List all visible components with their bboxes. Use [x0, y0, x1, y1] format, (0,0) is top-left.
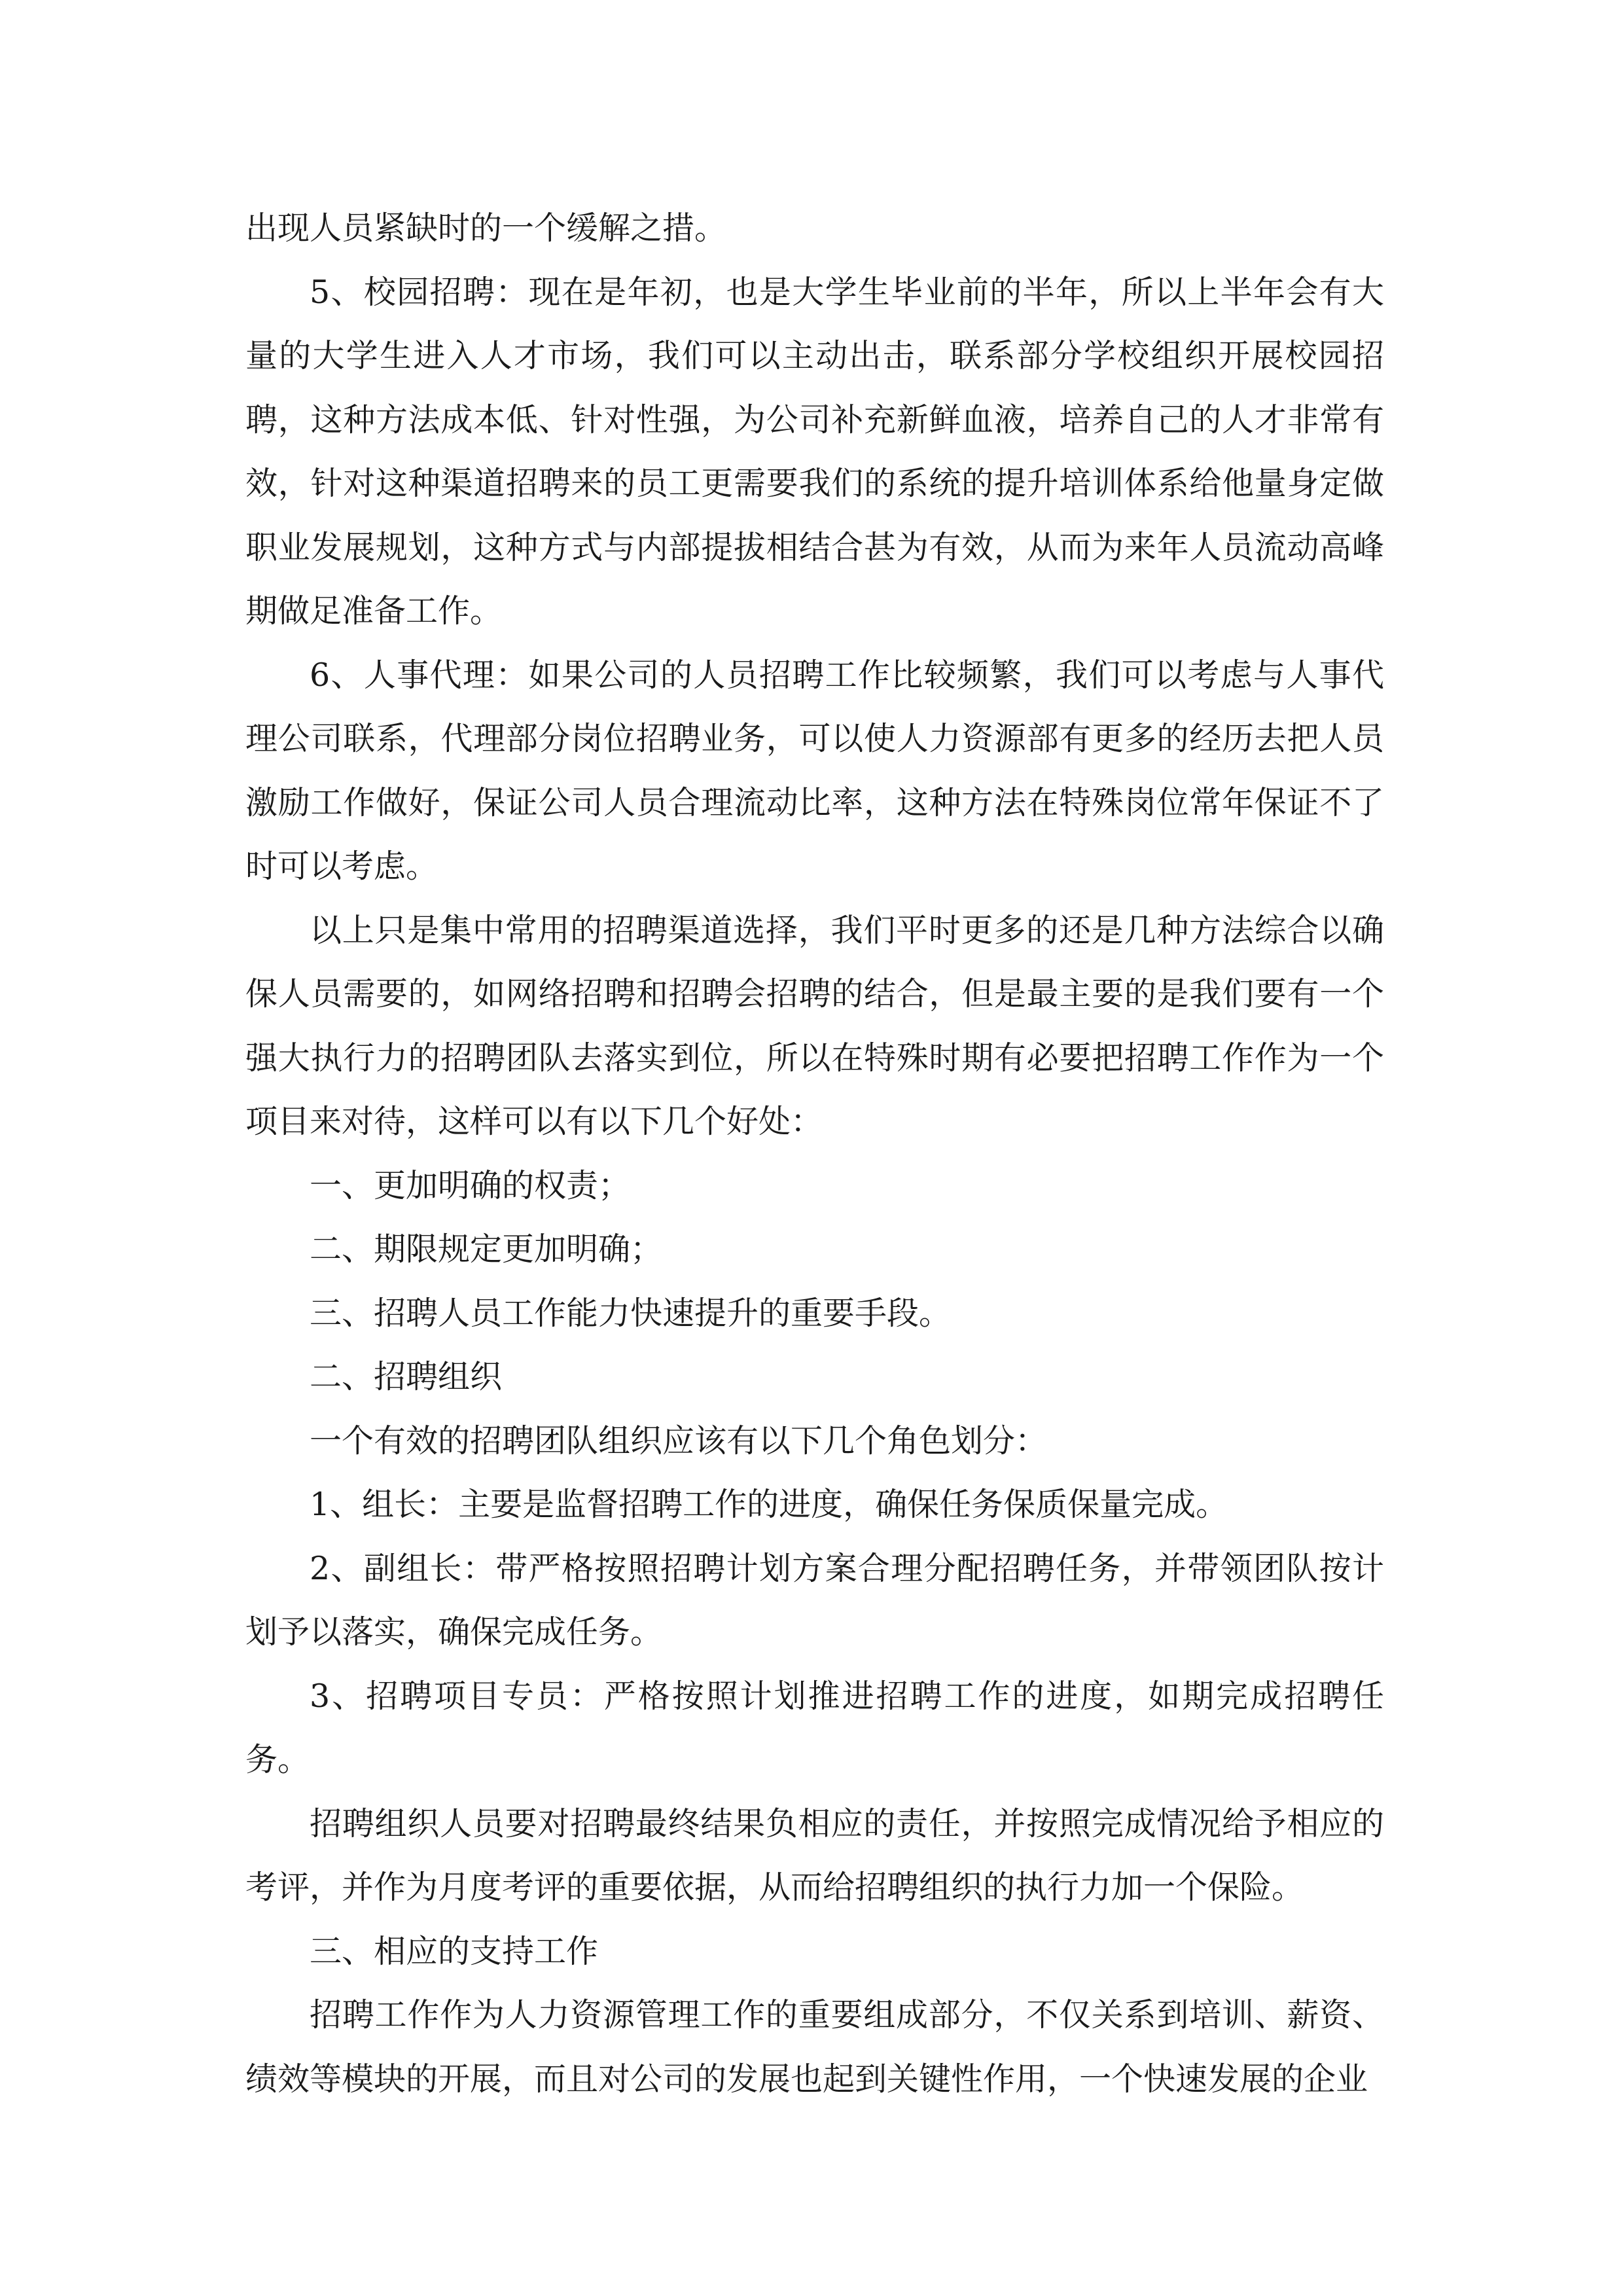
- list-item-benefit-1: 一、更加明确的权责；: [310, 1166, 631, 1204]
- section-heading-support: 三、相应的支持工作: [310, 1932, 599, 1970]
- paragraph-support-intro: 招聘工作作为人力资源管理工作的重要组成部分，不仅关系到培训、薪资、绩效等模块的开展，而且对公司的发展也起到关键性作用，一个快速发展的企业: [245, 1996, 1384, 2098]
- list-item-benefit-2: 二、期限规定更加明确；: [310, 1230, 663, 1268]
- list-item-role-deputy: 2、副组长：带严格按照招聘计划方案合理分配招聘任务，并带领团队按计划予以落实，确保完成任务。: [245, 1549, 1384, 1651]
- list-item-benefit-3: 三、招聘人员工作能力快速提升的重要手段。: [310, 1294, 952, 1332]
- document-body: [245, 196, 1384, 2111]
- paragraph-campus-recruitment: 5、校园招聘：现在是年初，也是大学生毕业前的半年，所以上半年会有大量的大学生进入人才市场，我们可以主动出击，联系部分学校组织开展校园招聘，这种方法成本低、针对性强，为公司补充新鲜血液，培养自己的人才非常有效，针对这种渠道招聘来的员工更需要我们的系统的提升培训体系给他量身定做职业发展规划，这种方式与内部提拔相结合甚为有效，从而为来年人员流动高峰期做足准备工作。: [245, 273, 1384, 630]
- section-heading-organization: 二、招聘组织: [310, 1358, 503, 1395]
- paragraph-responsibility: 招聘组织人员要对招聘最终结果负相应的责任，并按照完成情况给予相应的考评，并作为月度考评的重要依据，从而给招聘组织的执行力加一个保险。: [245, 1804, 1384, 1906]
- paragraph-summary: 以上只是集中常用的招聘渠道选择，我们平时更多的还是几种方法综合以确保人员需要的，如网络招聘和招聘会招聘的结合，但是最主要的是我们要有一个强大执行力的招聘团队去落实到位，所以在特殊时期有必要把招聘工作作为一个项目来对待，这样可以有以下几个好处：: [245, 911, 1384, 1140]
- list-item-role-leader: 1、组长：主要是监督招聘工作的进度，确保任务保质保量完成。: [310, 1486, 1228, 1523]
- paragraph-continuation: 出现人员紧缺时的一个缓解之措。: [245, 209, 727, 247]
- paragraph-hr-agency: 6、人事代理：如果公司的人员招聘工作比较频繁，我们可以考虑与人事代理公司联系，代理部分岗位招聘业务，可以使人力资源部有更多的经历去把人员激励工作做好，保证公司人员合理流动比率，这种方法在特殊岗位常年保证不了时可以考虑。: [245, 656, 1384, 885]
- paragraph-roles-intro: 一个有效的招聘团队组织应该有以下几个角色划分：: [310, 1422, 1048, 1460]
- list-item-role-specialist: 3、招聘项目专员：严格按照计划推进招聘工作的进度，如期完成招聘任务。: [245, 1677, 1384, 1778]
